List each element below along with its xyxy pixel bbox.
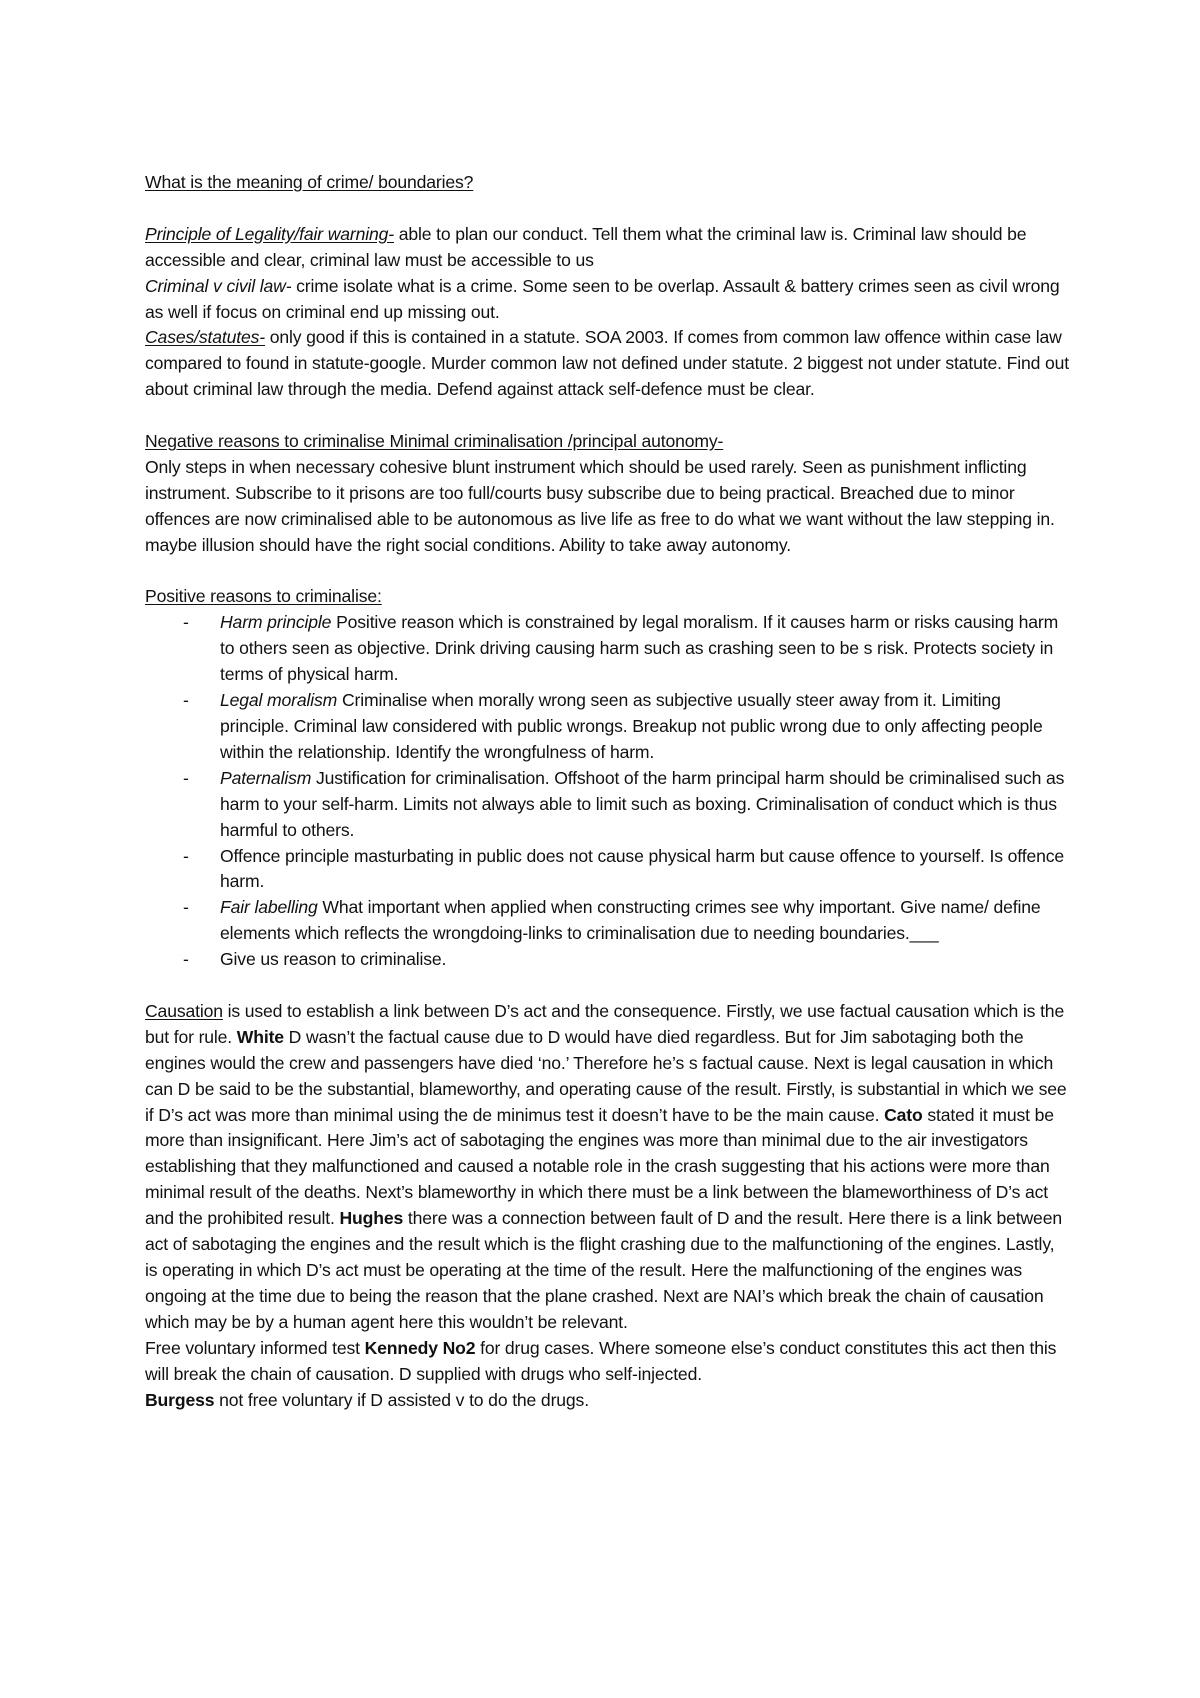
text-criminal-civil: crime isolate what is a crime. Some seen to be overlap. Assault & battery crimes seen as civil wrong as well if focus on criminal end up missing out. <box>145 275 1060 322</box>
dash-marker: - <box>183 845 189 866</box>
paragraph-criminal-civil <box>145 274 1070 326</box>
case-name-hughes: Hughes <box>339 1208 404 1229</box>
list-item-term: Paternalism <box>220 767 312 788</box>
list-item-fair-labelling <box>145 895 1070 947</box>
causation-text-4: there was a connection between fault of D and the result. Here there is a link between act of sabotaging the engines and the result which is the flight crashing due to the malfunctioning of the engines. Lastly, is operating in which D’s act must be operating at the time of the result. Here the malfunctioning of the engines was ongoing at the time due to being the reason that the plane crashed. Next are NAI’s which break the chain of causation which may be by a human agent here this wouldn’t be relevant. <box>145 1208 1062 1332</box>
list-item-text: Give us reason to criminalise. <box>220 949 447 970</box>
list-item-text: Offence principle masturbating in public does not cause physical harm but cause offence to yourself. Is offence harm. <box>220 845 1064 892</box>
list-item-reason-to-criminalise <box>145 947 1070 973</box>
paragraph-legality <box>145 222 1070 274</box>
list-item-harm-principle <box>145 610 1070 688</box>
term-cases-statutes: Cases/statutes- <box>145 327 265 348</box>
burgess-text: not free voluntary if D assisted v to do the drugs. <box>214 1389 589 1410</box>
paragraph-burgess <box>145 1388 1070 1414</box>
heading-text: Positive reasons to criminalise: <box>145 586 382 607</box>
list-item-term: Harm principle <box>220 612 332 633</box>
list-item-text: Criminalise when morally wrong seen as subjective usually steer away from it. Limiting principle. Criminal law considered with public wrongs. Breakup not public wrong due to only affecting people within the relationship. Identify the wrongfulness of harm. <box>220 690 1043 762</box>
list-item-legal-moralism <box>145 688 1070 766</box>
causation-text-3: stated it must be more than insignificant. Here Jim’s act of sabotaging the engines was more than minimal due to the air investigators establishing that they malfunctioned and caused a notable role in the crash suggesting that his actions were more than minimal result of the deaths. Next’s blameworthy in which there must be a link between the blameworthiness of D’s act and the prohibited result. <box>145 1104 1054 1229</box>
kennedy-text-1: Free voluntary informed test <box>145 1337 365 1358</box>
heading-meaning-of-crime <box>145 170 1070 196</box>
dash-marker: - <box>183 690 189 711</box>
list-item-offence-principle <box>145 844 1070 896</box>
list-item-term: Fair labelling <box>220 897 318 918</box>
paragraph-kennedy <box>145 1336 1070 1388</box>
kennedy-text-2: for drug cases. Where someone else’s conduct constitutes this act then this will break the chain of causation. D supplied with drugs who self-injected. <box>145 1337 1057 1384</box>
case-name-cato: Cato <box>884 1104 923 1125</box>
dash-marker: - <box>183 767 189 788</box>
blank-line <box>145 973 1070 999</box>
list-item-text: Positive reason which is constrained by legal moralism. If it causes harm or risks causing harm to others seen as objective. Drink driving causing harm such as crashing seen to be s risk. Protects society in terms of physical harm. <box>220 612 1059 685</box>
term-causation: Causation <box>145 1000 223 1021</box>
text-cases-statutes: only good if this is contained in a statute. SOA 2003. If comes from common law offence within case law compared to found in statute-google. Murder common law not defined under statute. 2 biggest not under statute. Find out about criminal law through the media. Defend against attack self-defence must be clear. <box>145 327 1069 400</box>
blank-line <box>145 559 1070 585</box>
dash-marker: - <box>183 897 189 918</box>
case-name-kennedy: Kennedy No2 <box>364 1337 476 1358</box>
blank-line <box>145 403 1070 429</box>
list-item-paternalism <box>145 766 1070 844</box>
list-item-term: Legal moralism <box>220 690 338 711</box>
causation-text-1: is used to establish a link between D’s act and the consequence. Firstly, we use factual causation which is the but for rule. <box>145 1000 1065 1047</box>
heading-positive-reasons <box>145 584 1070 610</box>
positive-reasons-list <box>145 610 1070 973</box>
paragraph-causation <box>145 999 1070 1336</box>
heading-text: Negative reasons to criminalise Minimal criminalisation /principal autonomy- <box>145 431 724 452</box>
heading-negative-reasons <box>145 429 1070 455</box>
list-item-text: Justification for criminalisation. Offshoot of the harm principal harm should be criminalised such as harm to your self-harm. Limits not always able to limit such as boxing. Criminalisation of conduct which is thus harmful to others. <box>220 767 1065 840</box>
term-legality: Principle of Legality/fair warning- <box>145 223 395 244</box>
term-criminal-civil: Criminal v civil law- <box>145 275 292 296</box>
dash-marker: - <box>183 949 189 970</box>
paragraph-negative-reasons: Only steps in when necessary cohesive blunt instrument which should be used rarely. Seen as punishment inflicting instrument. Subscribe to it prisons are too full/courts busy subscribe due to being practical. Breached due to minor offences are now criminalised able to be autonomous as live life as free to do what we want without the law stepping in. maybe illusion should have the right social conditions. Ability to take away autonomy. <box>145 456 1055 555</box>
text-legality: able to plan our conduct. Tell them what the criminal law is. Criminal law should be accessible and clear, criminal law must be accessible to us <box>145 223 1027 270</box>
dash-marker: - <box>183 612 189 633</box>
blank-line <box>145 196 1070 222</box>
case-name-white: White <box>236 1026 284 1047</box>
paragraph-cases-statutes <box>145 325 1070 403</box>
causation-text-2: D wasn’t the factual cause due to D would have died regardless. But for Jim sabotaging both the engines would the crew and passengers have died ‘no.’ Therefore he’s s factual cause. Next is legal causation in which can D be said to be the substantial, blameworthy, and operating cause of the result. Firstly, is substantial in which we see if D’s act was more than minimal using the de minimus test it doesn’t have to be the main cause. <box>145 1026 1067 1125</box>
heading-text: What is the meaning of crime/ boundaries? <box>145 172 474 192</box>
case-name-burgess: Burgess <box>145 1389 215 1410</box>
list-item-text: What important when applied when constructing crimes see why important. Give name/ define elements which reflects the wrongdoing-links to criminalisation due to needing boundaries.___ <box>220 897 1041 944</box>
